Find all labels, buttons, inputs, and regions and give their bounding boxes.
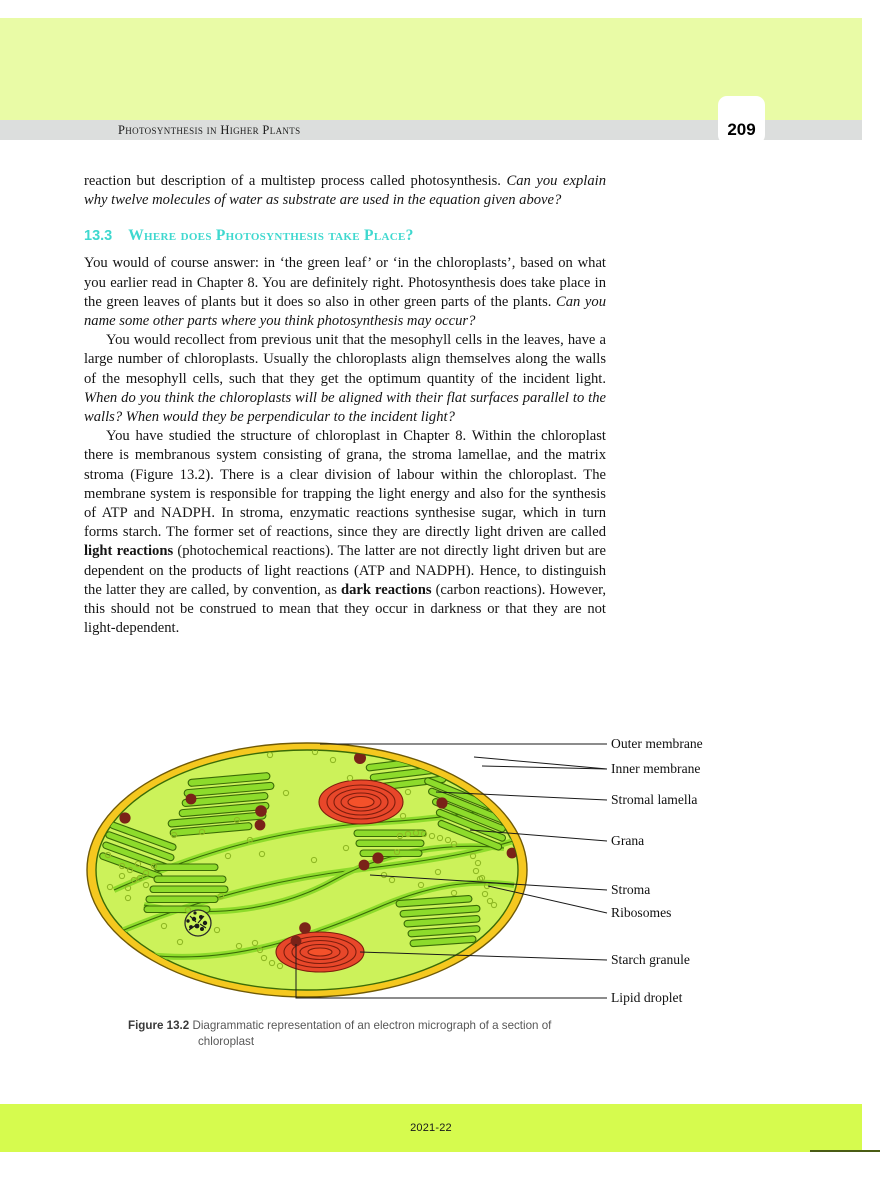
text-run: dark reactions [340,581,432,598]
text-run: When do you think the chloroplasts will be aligned with their flat surfaces parallel to the walls? When would they be perpendicular to the incident light? [84,389,606,426]
figure-caption [128,1018,748,1050]
text-column [84,172,606,638]
text-run: Can you explain why twelve molecules of water as substrate are used in the equation given above? [84,173,606,209]
label-stromal-lamella: Stromal lamella [611,792,698,807]
paragraph-2 [84,331,606,427]
label-ribosomes: Ribosomes [611,905,672,920]
text-run: You have studied the structure of chloroplast in Chapter 8. Within the chloroplast there is membranous system consisting of grana, the stroma lamellae, and the matrix stroma (Figure 13.2). There is a clear division of labour within the chloroplast. The membrane system is responsible for trapping the light energy and also for the synthesis of ATP and NADPH. In stroma, enzymatic reactions synthesise sugar, which in turn forms starch. The former set of reactions, since they are directly light driven are called [84,428,606,541]
starch-granule-upper [319,780,403,824]
figure-number: Figure 13.2 [128,1019,190,1032]
text-run: (carbon reactions). However, this should not be construed to mean that they occur in darkness or that they are not light-dependent. [84,581,606,637]
running-head: Photosynthesis in Higher Plants [118,122,301,137]
granum-stack-mid-right [354,830,426,857]
label-inner-membrane: Inner membrane [611,761,701,776]
paragraph-intro [84,172,606,210]
label-starch-granule: Starch granule [611,952,690,967]
starch-granule-lower [276,932,364,972]
page-number-box [718,96,765,144]
figure-caption-text-2: chloroplast [198,1035,255,1048]
footer-year: 2021-22 [410,1122,452,1134]
page-number: 209 [727,120,756,139]
figure-caption-text: Diagrammatic representation of an electron micrograph of a section of [192,1019,552,1032]
section-heading [84,227,606,245]
text-run: (photochemical reactions). The latter are not directly light driven but are dependent on the products of light reactions (ATP and NADPH). Hence, to distinguish the latter they are called, by convention, as [84,543,606,598]
label-stroma: Stroma [611,882,651,897]
text-run: Can you name some other parts where you think photosynthesis may occur? [84,293,606,330]
label-lipid-droplet: Lipid droplet [611,990,683,1005]
text-run: You would of course answer: in ‘the green leaf’ or ‘in the chloroplasts’, based on what you earlier read in Chapter 8. You are definitely right. Photosynthesis does take place in the green leaves of plants but it does so also in other green parts of the plants. [84,255,606,310]
granum-stack-lower-mid [154,864,218,871]
chloroplast-diagram [84,730,796,1020]
text-run: You would recollect from previous unit that the mesophyll cells in the leaves, have a large number of chloroplasts. Usually the chloroplasts align themselves along the walls of the mesophyll cells, such that they get the optimum quantity of the incident light. [84,332,606,387]
paragraph-3 [84,427,606,638]
text-run: light reactions [84,543,174,560]
figure-labels [611,736,703,1005]
label-outer-membrane: Outer membrane [611,736,703,751]
section-title: Where does Photosynthesis take Place? [128,227,414,245]
paragraph-1 [84,254,606,331]
section-number: 13.3 [84,228,113,245]
label-grana: Grana [611,833,645,848]
text-run: reaction but description of a multistep process called photosynthesis. [84,173,507,189]
figure-13-2 [84,730,796,1020]
nucleoid-body [185,910,211,936]
bottom-rule [810,1150,880,1152]
